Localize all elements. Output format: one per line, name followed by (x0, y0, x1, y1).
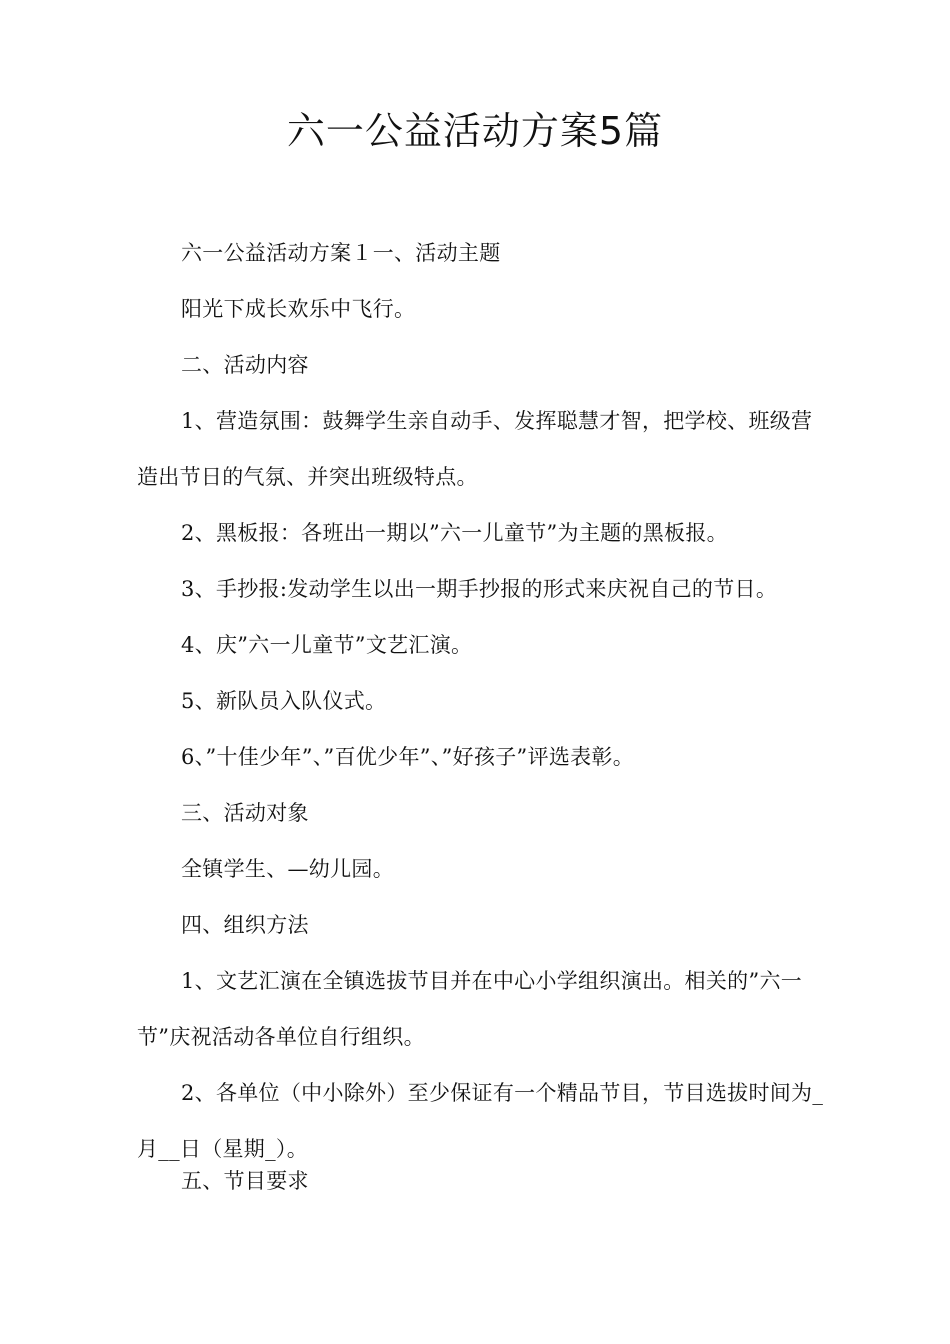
paragraph-organization-heading: 四、组织方法 (181, 913, 309, 937)
paragraph-item-blackboard: 2、黑板报：各班出一期以”六一儿童节”为主题的黑板报。 (181, 521, 728, 545)
paragraph-content-heading: 二、活动内容 (181, 353, 309, 377)
paragraph-plan-1-theme-heading: 六一公益活动方案１一、活动主题 (181, 241, 501, 265)
paragraph-item-handwritten-newspaper: 3、手抄报:发动学生以出一期手抄报的形式来庆祝自己的节日。 (181, 577, 778, 601)
paragraph-program-requirements-heading: 五、节目要求 (181, 1169, 309, 1193)
paragraph-organization-item-2: 2、各单位（中小除外）至少保证有一个精品节目，节目选拔时间为_月__日（星期_）。 (137, 1081, 824, 1161)
paragraph-item-atmosphere: 1、营造氛围：鼓舞学生亲自动手、发挥聪慧才智，把学校、班级营造出节日的气氛、并突出班级特点。 (137, 409, 813, 489)
paragraph-item-performance: 4、庆”六一儿童节”文艺汇演。 (181, 633, 473, 657)
paragraph-item-awards: 6、”十佳少年”、”百优少年”、”好孩子”评选表彰。 (181, 745, 635, 769)
paragraph-target-heading: 三、活动对象 (181, 801, 309, 825)
paragraph-target: 全镇学生、—幼儿园。 (181, 857, 394, 881)
paragraph-theme: 阳光下成长欢乐中飞行。 (181, 297, 416, 321)
paragraph-organization-item-1: 1、文艺汇演在全镇选拔节目并在中心小学组织演出。相关的”六一节”庆祝活动各单位自行组织。 (137, 969, 803, 1049)
paragraph-item-induction: 5、新队员入队仪式。 (181, 689, 387, 713)
document-title: 六一公益活动方案5篇 (286, 109, 664, 153)
